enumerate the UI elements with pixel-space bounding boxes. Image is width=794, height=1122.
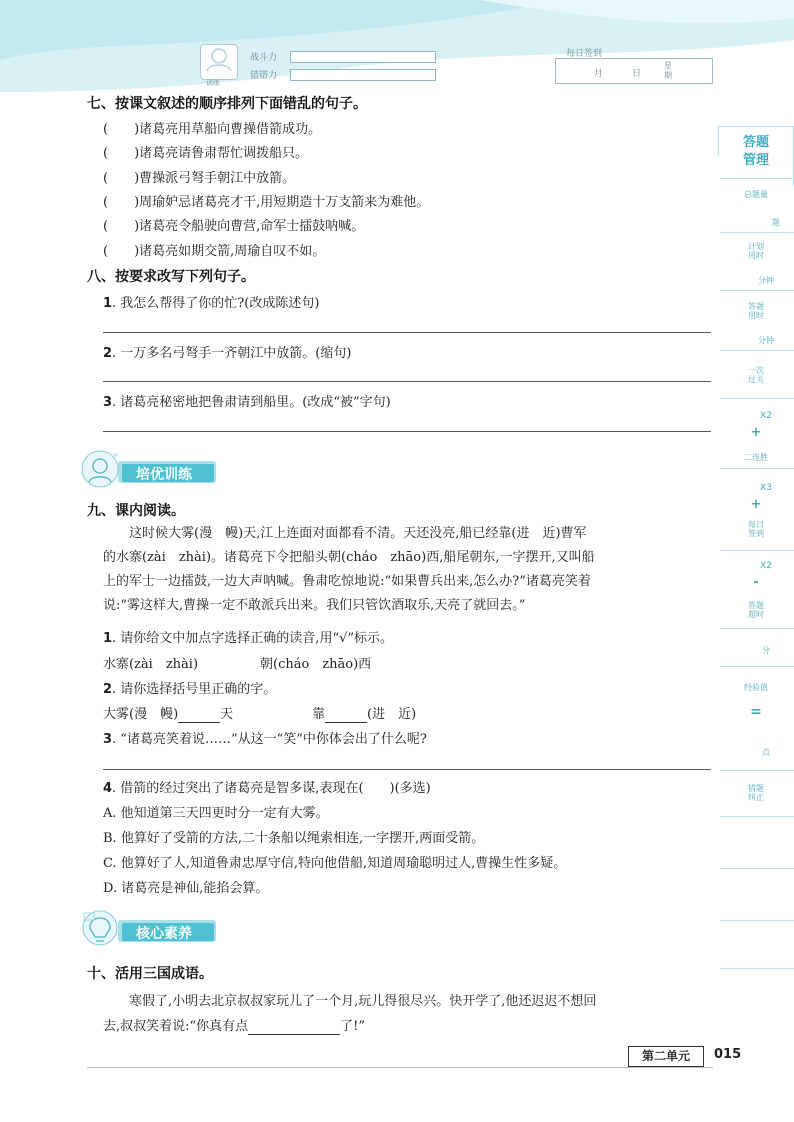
multiplier-x2: X2 — [760, 561, 772, 571]
minutes-unit: 分钟 — [758, 336, 774, 345]
reading-q4 — [103, 777, 431, 796]
answer-line[interactable] — [103, 769, 711, 770]
q-text: . 请你选择括号里正确的字。 — [112, 682, 277, 697]
avatar-icon — [201, 45, 237, 71]
plus-sign: + — [750, 497, 762, 512]
total-questions-label: 总题量 — [744, 190, 768, 199]
idiom-line-1: 寒假了,小明去北京叔叔家玩儿了一个月,玩儿得很尽兴。快开学了,他还迟迟不想回 — [103, 994, 597, 1009]
order-item[interactable]: ( )诸葛亮令船驶向曹营,命军士擂鼓呐喊。 — [103, 219, 365, 234]
page-number: 015 — [714, 1047, 742, 1062]
month-label: 月 — [594, 69, 604, 79]
panel-divider — [720, 232, 794, 233]
order-item[interactable]: ( )诸葛亮请鲁肃帮忙调拨船只。 — [103, 146, 309, 161]
q-text: . 一万多名弓弩手一齐朝江中放箭。(缩句) — [112, 346, 352, 361]
panel-divider — [720, 666, 794, 667]
ability-label: 错错力 — [250, 71, 278, 81]
rewrite-q3 — [103, 391, 391, 410]
panel-divider — [720, 816, 794, 817]
panel-divider — [720, 968, 794, 969]
option-c[interactable]: C. 他算好了人,知道鲁肃忠厚守信,特向他借船,知道周瑜聪明过人,曹操生性多疑。 — [103, 856, 567, 871]
panel-divider — [720, 868, 794, 869]
ability-bar — [290, 69, 436, 81]
avatar — [200, 44, 238, 80]
option-b[interactable]: B. 他算好了受箭的方法,二十条船以绳索相连,一字摆开,两面受箭。 — [103, 831, 485, 846]
badge-training-label: 培优训练 — [136, 467, 192, 483]
q-number: 1 — [103, 296, 113, 311]
fight-label: 战斗力 — [250, 53, 278, 63]
error-correction-label: 错题 — [748, 784, 764, 793]
answer-management-panel — [718, 126, 794, 956]
passage-line: 说:“雾这样大,曹操一定不敢派兵出来。我们只管饮酒取乐,天亮了就回去。” — [103, 598, 526, 613]
char-choice-b — [312, 703, 416, 723]
order-item[interactable]: ( )曹操派弓弩手朝江中放箭。 — [103, 171, 296, 186]
idiom-text: 去,叔叔笑着说:“你真有点 — [103, 1019, 249, 1034]
minus-sign: - — [753, 575, 759, 590]
fight-bar — [290, 51, 436, 63]
equals-sign: = — [750, 704, 762, 720]
planned-time-label-2: 用时 — [748, 251, 764, 260]
badge-training — [80, 449, 220, 489]
q-number: 4 — [103, 781, 113, 796]
rewrite-q1 — [103, 292, 319, 311]
answer-line[interactable] — [103, 381, 711, 382]
planned-time-label: 计划 — [748, 242, 764, 251]
overtime-label-2: 超时 — [748, 610, 764, 619]
q-text: . 诸葛亮秘密地把鲁肃请到船里。(改成“被”字句) — [112, 395, 391, 410]
q-text: . “诸葛亮笑着说……”从这一“笑”中你体会出了什么呢? — [112, 732, 427, 747]
idiom-text: 了!” — [340, 1019, 366, 1034]
footer-rule — [87, 1067, 713, 1068]
reading-q3 — [103, 728, 427, 747]
panel-divider — [720, 468, 794, 469]
q-text: . 借箭的经过突出了诸葛亮是智多谋,表现在( )(多选) — [112, 781, 431, 796]
minutes-unit: 分钟 — [758, 276, 774, 285]
section-10-title: 十、活用三国成语。 — [87, 966, 213, 982]
idiom-line-2 — [103, 1015, 365, 1035]
reading-passage — [103, 522, 713, 618]
pinyin-choice-a[interactable]: 水寨(zài zhài) — [103, 657, 199, 672]
avatar-caption: 训练 — [206, 79, 220, 87]
date-box[interactable] — [555, 58, 713, 84]
error-correction-label-2: 纠正 — [748, 793, 764, 802]
passage-line: 的水寨(zài zhài)。诸葛亮下令把船头朝(cháo zhāo)西,船尾朝东,一字摆开,又叫船 — [103, 550, 595, 565]
day-label: 日 — [632, 69, 642, 79]
idiom-blank[interactable] — [248, 1019, 340, 1035]
answer-line[interactable] — [103, 431, 711, 432]
answer-time-label: 答题 — [748, 302, 764, 311]
first-pass-label: 一次 — [748, 366, 764, 375]
overtime-label: 答题 — [748, 601, 764, 610]
answer-line[interactable] — [103, 332, 711, 333]
badge-core-label: 核心素养 — [136, 926, 192, 942]
section-9-title: 九、课内阅读。 — [87, 503, 185, 519]
panel-title-1: 答题 — [742, 135, 769, 150]
q-text: . 请你给文中加点字选择正确的读音,用“√”标示。 — [112, 631, 394, 646]
char-choice-text: (进 近) — [367, 707, 417, 722]
q-number: 3 — [103, 732, 113, 747]
char-blank[interactable] — [178, 707, 220, 723]
char-blank[interactable] — [325, 707, 367, 723]
panel-divider — [720, 920, 794, 921]
char-choice-text: 靠 — [312, 707, 326, 722]
order-item[interactable]: ( )诸葛亮如期交箭,周瑜自叹不如。 — [103, 244, 326, 259]
questions-unit: 题 — [772, 218, 780, 227]
panel-divider — [720, 550, 794, 551]
score-unit: 分 — [762, 646, 770, 655]
streak-label: 二连胜 — [744, 453, 768, 462]
multiplier-x3: X3 — [760, 483, 772, 493]
points-unit: 点 — [762, 748, 770, 757]
section-8-title: 八、按要求改写下列句子。 — [87, 269, 255, 285]
panel-divider — [720, 628, 794, 629]
answer-time-label-2: 用时 — [748, 311, 764, 320]
panel-divider — [720, 398, 794, 399]
q-number: 1 — [103, 631, 113, 646]
multiplier-x2: X2 — [760, 411, 772, 421]
char-choice-a — [103, 703, 233, 723]
experience-label: 经验值 — [744, 683, 768, 692]
badge-core — [80, 910, 220, 950]
order-item[interactable]: ( )诸葛亮用草船向曹操借箭成功。 — [103, 122, 322, 137]
option-d[interactable]: D. 诸葛亮是神仙,能掐会算。 — [103, 881, 269, 896]
section-7-title: 七、按课文叙述的顺序排列下面错乱的句子。 — [87, 96, 367, 112]
panel-title-2: 管理 — [742, 153, 769, 168]
reading-q1 — [103, 627, 393, 646]
panel-divider — [720, 178, 794, 179]
plus-sign: + — [750, 425, 762, 440]
panel-divider — [720, 770, 794, 771]
option-a[interactable]: A. 他知道第三天四更时分一定有大雾。 — [103, 806, 329, 821]
unit-label: 第二单元 — [628, 1046, 704, 1067]
order-item[interactable]: ( )周瑜妒忌诸葛亮才干,用短期造十万支箭来为难他。 — [103, 195, 430, 210]
reading-q2 — [103, 678, 276, 697]
panel-divider — [720, 290, 794, 291]
daily-sign-label: 每日签到 — [566, 49, 603, 59]
daily-sign-in-label: 每日 — [748, 520, 764, 529]
first-pass-label-2: 过关 — [748, 375, 764, 384]
q-text: . 我怎么帮得了你的忙?(改成陈述句) — [112, 296, 320, 311]
char-choice-text: 大雾(漫 幔) — [103, 707, 179, 722]
q-number: 2 — [103, 346, 113, 361]
weekday-top: 星 — [664, 61, 672, 70]
weekday-bottom: 期 — [664, 71, 672, 80]
rewrite-q2 — [103, 342, 351, 361]
q-number: 3 — [103, 395, 113, 410]
char-choice-text: 天 — [220, 707, 234, 722]
q-number: 2 — [103, 682, 113, 697]
passage-line: 这时候大雾(漫 幔)天,江上连面对面都看不清。天还没亮,船已经靠(进 近)曹军 — [103, 526, 587, 541]
passage-line: 上的军士一边擂鼓,一边大声呐喊。鲁肃吃惊地说:“如果曹兵出来,怎么办?”诸葛亮笑着 — [103, 574, 591, 589]
daily-sign-in-label-2: 签到 — [748, 529, 764, 538]
pinyin-choice-b[interactable]: 朝(cháo zhāo)西 — [260, 657, 372, 672]
panel-divider — [720, 350, 794, 351]
